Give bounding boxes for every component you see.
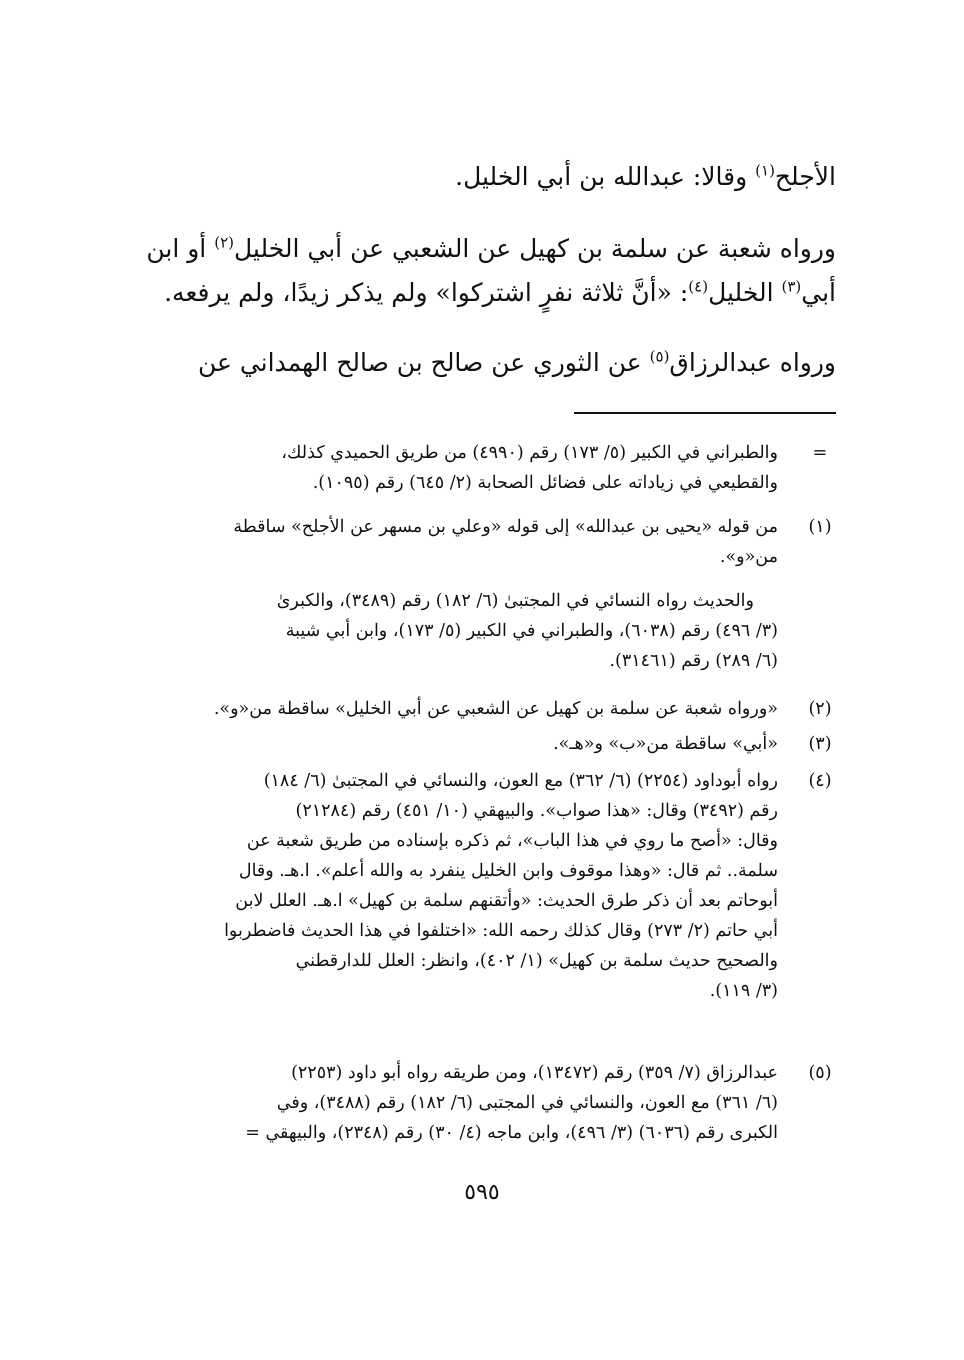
footnote-line: «ورواه شعبة عن سلمة بن كهيل عن الشعبي عن أبي الخليل» ساقطة من«و».: [213, 699, 778, 719]
footnote-2: [140, 694, 838, 724]
main-text: وقالا: عبدالله بن أبي الخليل.: [455, 162, 756, 191]
footnote-separator: [574, 412, 836, 414]
main-text: أو ابن: [146, 234, 215, 263]
footnote-continued: [140, 438, 838, 498]
footnote-line: عبدالرزاق (٧/ ٣٥٩) رقم (١٣٤٧٢)، ومن طريقه رواه أبو داود (٢٢٥٣): [291, 1063, 778, 1083]
footnote-5: [140, 1058, 838, 1148]
footnote-line: (٦/ ٣٦١) مع العون، والنسائي في المجتبى (٦/ ١٨٢) رقم (٣٤٨٨)، وفي: [276, 1093, 778, 1113]
footnote-1: [140, 512, 838, 676]
footnote-number: (١): [808, 517, 832, 537]
main-text-line-1: [140, 160, 836, 194]
main-text: : «أنَّ ثلاثة نفرٍ اشتركوا» ولم يذكر زيدًا، ولم يرفعه.: [164, 278, 689, 307]
footnote-line: من قوله «يحيى بن عبدالله» إلى قوله «وعلي بن مسهر عن الأجلح» ساقطة: [233, 517, 778, 537]
main-text: الأجلح: [774, 162, 836, 191]
footnote-line: رقم (٣٤٩٢) وقال: «هذا صواب». والبيهقي (١٠/ ٤٥١) رقم (٢١٢٨٤): [295, 801, 778, 821]
footnote-line: أبي حاتم (٢/ ٢٧٣) وقال كذلك رحمه الله: «اختلفوا في هذا الحديث فاضطربوا: [224, 921, 778, 941]
footnote-number: (٤): [808, 771, 832, 791]
footnote-line: من«و».: [719, 547, 778, 567]
main-text: الخليل: [708, 278, 782, 307]
footnote-3: [140, 729, 838, 759]
page-number: ٥٩٥: [464, 1180, 500, 1205]
footnote-line: والطبراني في الكبير (٥/ ١٧٣) رقم (٤٩٩٠) من طريق الحميدي كذلك،: [281, 443, 778, 463]
footnote-number: (٢): [808, 699, 832, 719]
footnote-line: أبوحاتم بعد أن ذكر طرق الحديث: «وأتقنهم سلمة بن كهيل» ا.هـ. العلل لابن: [235, 891, 778, 911]
footnote-marker: (١): [755, 161, 775, 180]
main-text: ورواه شعبة عن سلمة بن كهيل عن الشعبي عن أبي الخليل: [233, 234, 836, 263]
main-text: أبي: [801, 278, 836, 307]
footnote-line: (٣/ ٤٩٦) رقم (٦٠٣٨)، والطبراني في الكبير (٥/ ١٧٣)، وابن أبي شيبة: [285, 621, 778, 641]
footnote-line: سلمة.. ثم قال: «وهذا موقوف وابن الخليل ينفرد به والله أعلم». ا.هـ. وقال: [238, 861, 778, 881]
footnote-line: والقطيعي في زياداته على فضائل الصحابة (٢/ ٦٤٥) رقم (١٠٩٥).: [312, 473, 778, 493]
footnote-line: وقال: «أصح ما روي في هذا الباب»، ثم ذكره بإسناده من طريق شعبة عن: [246, 831, 778, 851]
footnote-line: رواه أبوداود (٢٢٥٤) (٦/ ٣٦٢) مع العون، والنسائي في المجتبىٰ (٦/ ١٨٤): [263, 771, 778, 791]
footnote-4: [140, 766, 838, 1006]
footnote-line: والصحيح حديث سلمة بن كهيل» (١/ ٤٠٢)، وانظر: العلل للدارقطني: [295, 951, 778, 971]
footnote-marker: (٣): [781, 277, 802, 296]
main-text-line-3: [140, 276, 836, 310]
main-text-line-4: [140, 346, 836, 380]
footnote-marker: (٤): [688, 277, 709, 296]
footnote-line: «أبي» ساقطة من«ب» و«هـ».: [553, 734, 778, 754]
main-text-line-2: [140, 232, 836, 266]
footnote-marker: (٥): [649, 347, 670, 366]
footnote-marker: (٢): [214, 233, 234, 252]
main-text: عن الثوري عن صالح بن صالح الهمداني عن: [197, 348, 650, 377]
footnote-number: (٥): [808, 1063, 832, 1083]
continuation-marker: =: [812, 443, 828, 463]
footnote-line: الكبرى رقم (٦٠٣٦) (٣/ ٤٩٦)، وابن ماجه (٤/ ٣٠) رقم (٢٣٤٨)، والبيهقي =: [245, 1123, 778, 1143]
main-text: ورواه عبدالرزاق: [669, 348, 836, 377]
footnote-line: والحديث رواه النسائي في المجتبىٰ (٦/ ١٨٢) رقم (٣٤٨٩)، والكبرىٰ: [276, 591, 754, 611]
footnote-line: (٣/ ١١٩).: [709, 981, 778, 1001]
footnote-number: (٣): [808, 734, 832, 754]
footnote-line: (٦/ ٢٨٩) رقم (٣١٤٦١).: [609, 651, 778, 671]
